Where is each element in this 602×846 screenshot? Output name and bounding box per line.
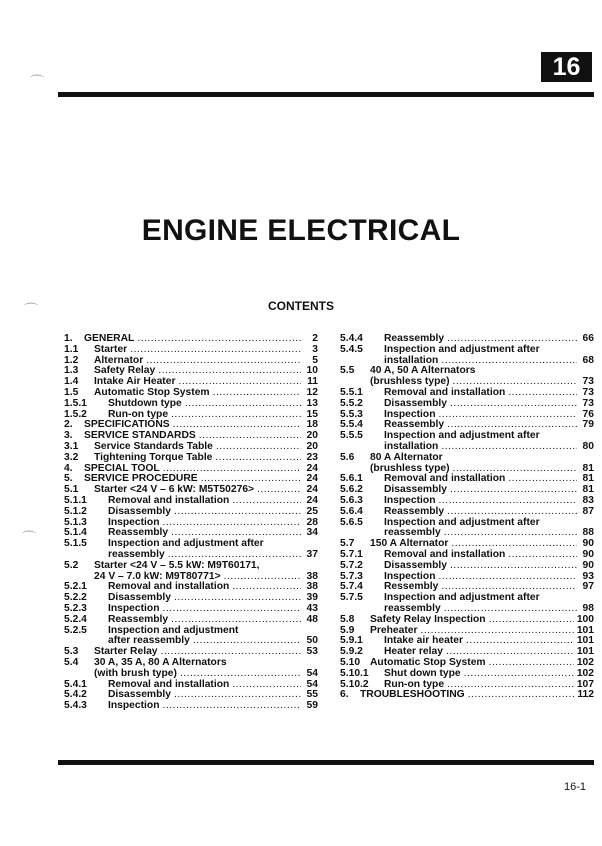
toc-entry-title: installation <box>384 354 439 366</box>
toc-entry-number: 5.4.4 <box>340 333 363 344</box>
toc-leader-dots <box>174 690 301 701</box>
toc-leader-dots <box>439 410 578 421</box>
toc-leader-dots <box>146 356 301 367</box>
toc-entry-title: Alternator <box>94 354 144 366</box>
toc-entry-page: 54 <box>306 678 318 690</box>
toc-entry-title: Removal and installation <box>384 386 506 398</box>
toc-entry-number: 4. <box>64 462 73 474</box>
toc-entry-page: 23 <box>306 451 318 463</box>
toc-entry-page: 80 <box>582 440 594 452</box>
toc-entry[interactable] <box>340 626 594 637</box>
toc-entry-page: 66 <box>582 333 594 344</box>
toc-entry-number: 5.9.2 <box>340 646 363 658</box>
toc-entry-number: 1.5.2 <box>64 408 87 420</box>
toc-entry-number: 5.6.2 <box>340 484 363 496</box>
toc-leader-dots <box>450 561 577 572</box>
toc-entry-title: Disassembly <box>108 689 171 701</box>
toc-entry[interactable] <box>64 507 318 518</box>
toc-entry-title: Removal and installation <box>384 473 506 485</box>
toc-entry-title: Inspection <box>384 570 436 582</box>
toc-entry-title: Run-on type <box>108 408 169 420</box>
toc-entry-page: 98 <box>582 602 594 614</box>
top-rule <box>58 92 594 97</box>
toc-entry-title: Disassembly <box>384 559 447 571</box>
toc-entry-title: after reassembly <box>108 635 190 647</box>
toc-entry-number: 5.9 <box>340 624 355 636</box>
toc-entry-page: 43 <box>306 602 318 614</box>
toc-entry-page: 50 <box>306 635 318 647</box>
toc-entry-title: SPECIAL TOOL <box>84 462 160 474</box>
toc-entry-number: 5.1.2 <box>64 505 87 517</box>
toc-leader-dots <box>439 572 578 583</box>
toc-entry-title: Safety Relay Inspection <box>370 613 486 625</box>
toc-leader-dots <box>180 669 301 680</box>
toc-entry-number: 1.5.1 <box>64 397 87 409</box>
toc-entry[interactable] <box>340 507 594 518</box>
toc-entry-title: installation <box>384 440 439 452</box>
toc-entry[interactable] <box>340 388 594 399</box>
toc-entry-number: 1. <box>64 333 73 344</box>
toc-entry-title: Starter <box>94 343 128 355</box>
toc-entry-number: 5.7.5 <box>340 592 363 604</box>
scan-mark-icon: ⌒ <box>24 302 38 318</box>
toc-entry-number: 1.3 <box>64 365 79 377</box>
toc-entry-page: 93 <box>582 570 594 582</box>
toc-entry-title: Preheater <box>370 624 418 636</box>
toc-entry-title: Reassembly <box>108 613 169 625</box>
toc-entry-page: 28 <box>306 516 318 528</box>
toc-leader-dots <box>216 442 301 453</box>
toc-entry[interactable] <box>64 453 318 464</box>
toc-entry-title: Inspection and adjustment after <box>384 516 540 528</box>
toc-entry-title: SPECIFICATIONS <box>84 419 170 431</box>
toc-entry-number: 5.7.1 <box>340 548 363 560</box>
toc-entry-number: 1.5 <box>64 386 79 398</box>
toc-entry-title: GENERAL <box>84 333 135 344</box>
toc-entry-number: 2. <box>64 419 73 431</box>
toc-entry-page: 55 <box>306 689 318 701</box>
toc-entry[interactable] <box>64 615 318 626</box>
toc-leader-dots <box>130 345 301 356</box>
toc-entry[interactable] <box>64 539 318 550</box>
toc-entry-number: 3. <box>64 430 73 442</box>
toc-entry-number: 5.3 <box>64 646 79 658</box>
toc-entry-title: Inspection and adjustment after <box>384 430 540 442</box>
toc-entry-number: 1.4 <box>64 376 79 388</box>
toc-entry[interactable] <box>64 680 318 691</box>
toc-entry[interactable] <box>340 615 594 626</box>
toc-entry-title: Inspection and adjustment after <box>384 592 540 604</box>
toc-entry-number: 5.1.5 <box>64 538 87 550</box>
toc-entry-page: 10 <box>306 365 318 377</box>
toc-leader-dots <box>232 680 301 691</box>
toc-entry-title: Removal and installation <box>108 678 230 690</box>
toc-entry-page: 15 <box>306 408 318 420</box>
toc-entry[interactable] <box>64 561 318 572</box>
toc-entry-number: 5.2.3 <box>64 602 87 614</box>
toc-entry[interactable] <box>340 550 594 561</box>
toc-entry-page: 68 <box>582 354 594 366</box>
toc-entry-number: 5.4.1 <box>64 678 87 690</box>
toc-entry-page: 87 <box>582 505 594 517</box>
toc-entry-title: Disassembly <box>384 484 447 496</box>
toc-entry-page: 81 <box>582 462 594 474</box>
toc-entry-number: 3.1 <box>64 440 79 452</box>
toc-entry-page: 90 <box>582 559 594 571</box>
toc-entry-page: 5 <box>312 354 318 366</box>
toc-entry-title: Starter Relay <box>94 646 158 658</box>
toc-entry-title: Automatic Stop System <box>94 386 210 398</box>
toc-entry-title: Starter <24 V – 6 kW: M5T50276> <box>94 484 255 496</box>
toc-entry-title: Inspection and adjustment <box>108 624 239 636</box>
toc-entry-page: 38 <box>306 581 318 593</box>
toc-entry-title: 150 A Alternator <box>370 538 449 550</box>
toc-entry-page: 83 <box>582 494 594 506</box>
toc-entry-number: 5.5.5 <box>340 430 363 442</box>
toc-entry-title: (brushless type) <box>370 462 450 474</box>
toc-entry-title: 40 A, 50 A Alternators <box>370 365 476 377</box>
toc-entry-number: 5.4.2 <box>64 689 87 701</box>
toc-entry-page: 48 <box>306 613 318 625</box>
toc-entry[interactable] <box>340 474 594 485</box>
toc-entry-title: (brushless type) <box>370 376 450 388</box>
toc-left-column <box>64 334 318 712</box>
toc-leader-dots <box>163 604 302 615</box>
toc-leader-dots <box>489 658 574 669</box>
toc-entry-page: 2 <box>312 333 318 344</box>
toc-entry[interactable] <box>64 669 318 680</box>
toc-entry-number: 5.9.1 <box>340 635 363 647</box>
toc-entry-number: 5.6.1 <box>340 473 363 485</box>
toc-entry-page: 101 <box>576 635 594 647</box>
toc-entry-page: 59 <box>306 700 318 712</box>
toc-entry-title: Service Standards Table <box>94 440 213 452</box>
toc-entry-title: Automatic Stop System <box>370 656 486 668</box>
footer-page-number: 16-1 <box>563 781 586 793</box>
toc-leader-dots <box>163 518 302 529</box>
toc-entry-title: TROUBLESHOOTING <box>360 689 465 701</box>
toc-leader-dots <box>257 485 301 496</box>
toc-entry-title: SERVICE PROCEDURE <box>84 473 198 485</box>
toc-entry-page: 107 <box>576 678 594 690</box>
toc-entry-number: 5.7 <box>340 538 355 550</box>
toc-entry-title: Inspection <box>108 516 160 528</box>
toc-entry-title: Removal and installation <box>384 548 506 560</box>
toc-entry-title: Reassembly <box>384 419 445 431</box>
toc-entry-number: 5.10.2 <box>340 678 369 690</box>
toc-entry[interactable] <box>64 690 318 701</box>
toc-entry-title: reassembly <box>384 527 441 539</box>
toc-entry[interactable] <box>64 626 318 637</box>
toc-entry-page: 73 <box>582 397 594 409</box>
toc-entry[interactable] <box>340 431 594 442</box>
toc-entry-number: 5.2 <box>64 559 79 571</box>
toc-entry-page: 101 <box>576 646 594 658</box>
toc-leader-dots <box>489 615 574 626</box>
toc-entry[interactable] <box>64 701 318 712</box>
toc-entry-number: 5.5.2 <box>340 397 363 409</box>
toc-entry-title: Disassembly <box>108 592 171 604</box>
toc-leader-dots <box>447 680 574 691</box>
toc-entry-page: 76 <box>582 408 594 420</box>
toc-entry-title: Inspection <box>108 602 160 614</box>
toc-entry-page: 12 <box>306 386 318 398</box>
toc-entry-number: 5.6.3 <box>340 494 363 506</box>
toc-entry[interactable] <box>340 399 594 410</box>
toc-entry-title: Removal and installation <box>108 494 230 506</box>
toc-entry-page: 13 <box>306 397 318 409</box>
toc-entry-number: 5.2.5 <box>64 624 87 636</box>
toc-entry-number: 5.7.2 <box>340 559 363 571</box>
toc-entry-title: Inspection and adjustment after <box>384 343 540 355</box>
toc-leader-dots <box>137 334 301 345</box>
toc-entry-page: 102 <box>576 656 594 668</box>
toc-entry[interactable] <box>64 345 318 356</box>
toc-entry-number: 5.6 <box>340 451 355 463</box>
toc-entry-page: 11 <box>307 376 318 388</box>
toc-entry-title: Disassembly <box>108 505 171 517</box>
toc-entry-page: 102 <box>576 667 594 679</box>
toc-entry-title: Inspection <box>384 408 436 420</box>
toc-leader-dots <box>171 410 301 421</box>
toc-entry-number: 5.4 <box>64 656 79 668</box>
toc-entry[interactable] <box>340 636 594 647</box>
toc-leader-dots <box>163 701 302 712</box>
toc-entry-number: 5. <box>64 473 73 485</box>
toc-entry-page: 88 <box>582 527 594 539</box>
toc-leader-dots <box>185 399 301 410</box>
toc-entry-page: 90 <box>582 538 594 550</box>
toc-entry-number: 5.2.2 <box>64 592 87 604</box>
toc-entry-title: Safety Relay <box>94 365 156 377</box>
toc-entry-title: Inspection <box>384 494 436 506</box>
toc-entry-number: 5.1 <box>64 484 79 496</box>
toc-leader-dots <box>439 496 578 507</box>
toc-leader-dots <box>444 528 577 539</box>
toc-entry-number: 5.5.3 <box>340 408 363 420</box>
toc-entry-page: 18 <box>306 419 318 431</box>
toc-entry[interactable] <box>340 345 594 356</box>
toc-leader-dots <box>450 485 577 496</box>
toc-leader-dots <box>508 388 577 399</box>
toc-entry[interactable] <box>64 582 318 593</box>
toc-entry-number: 5.6.5 <box>340 516 363 528</box>
toc-entry-title: 30 A, 35 A, 80 A Alternators <box>94 656 227 668</box>
toc-leader-dots <box>158 366 301 377</box>
toc-leader-dots <box>199 431 301 442</box>
toc-entry-title: Disassembly <box>384 397 447 409</box>
toc-entry-title: Ressembly <box>384 581 439 593</box>
toc-leader-dots <box>447 507 577 518</box>
toc-entry-number: 5.1.3 <box>64 516 87 528</box>
toc-entry-number: 5.7.3 <box>340 570 363 582</box>
toc-entry[interactable] <box>340 453 594 464</box>
toc-entry-number: 5.1.1 <box>64 494 87 506</box>
toc-entry-page: 112 <box>577 689 594 701</box>
toc-entry-page: 34 <box>306 527 318 539</box>
toc-entry[interactable] <box>64 518 318 529</box>
toc-entry-number: 5.10.1 <box>340 667 369 679</box>
toc-entry-title: Reassembly <box>108 527 169 539</box>
toc-leader-dots <box>508 474 577 485</box>
toc-entry-page: 73 <box>582 386 594 398</box>
toc-entry-title: Inspection and adjustment after <box>108 538 264 550</box>
section-tab: 16 <box>541 52 592 82</box>
contents-heading: CONTENTS <box>268 299 334 313</box>
toc-entry-number: 5.5.4 <box>340 419 363 431</box>
toc-entry[interactable] <box>340 561 594 572</box>
toc-entry-title: Tightening Torque Table <box>94 451 213 463</box>
toc-entry[interactable] <box>340 669 594 680</box>
toc-entry-title: (with brush type) <box>94 667 177 679</box>
toc-entry-page: 38 <box>306 570 318 582</box>
toc-leader-dots <box>468 690 575 701</box>
toc-entry-number: 3.2 <box>64 451 79 463</box>
toc-entry-page: 73 <box>582 376 594 388</box>
toc-leader-dots <box>441 442 577 453</box>
toc-entry-title: reassembly <box>108 548 165 560</box>
toc-entry-page: 24 <box>306 484 318 496</box>
toc-entry[interactable] <box>64 593 318 604</box>
toc-entry-number <box>64 669 94 680</box>
toc-leader-dots <box>508 550 577 561</box>
toc-entry-title: Inspection <box>108 700 160 712</box>
scan-mark-icon: ⌒ <box>30 74 44 90</box>
toc-leader-dots <box>171 615 301 626</box>
toc-entry-title: Heater relay <box>384 646 443 658</box>
toc-entry-page: 20 <box>306 430 318 442</box>
toc-entry-title: Removal and installation <box>108 581 230 593</box>
toc-leader-dots <box>232 496 301 507</box>
toc-entry[interactable] <box>64 496 318 507</box>
toc-entry-number: 5.6.4 <box>340 505 363 517</box>
toc-entry-title: 80 A Alternator <box>370 451 443 463</box>
toc-entry-title: Reassembly <box>384 505 445 517</box>
toc-entry-title: Shutdown type <box>108 397 182 409</box>
toc-entry-number: 5.5.1 <box>340 386 363 398</box>
toc-entry-number: 5.2.1 <box>64 581 87 593</box>
toc-entry[interactable] <box>340 410 594 421</box>
toc-leader-dots <box>450 399 577 410</box>
toc-entry-page: 90 <box>582 548 594 560</box>
toc-entry-number: 1.1 <box>64 343 79 355</box>
toc-entry-page: 100 <box>576 613 594 625</box>
toc-entry-title: Shut down type <box>384 667 461 679</box>
page-title: ENGINE ELECTRICAL <box>141 214 461 247</box>
toc-entry-page: 79 <box>582 419 594 431</box>
toc-entry-page: 25 <box>306 505 318 517</box>
toc-entry-title: SERVICE STANDARDS <box>84 430 196 442</box>
toc-entry-page: 54 <box>306 667 318 679</box>
toc-entry-number: 5.7.4 <box>340 581 363 593</box>
toc-entry-page: 81 <box>582 484 594 496</box>
toc-entry-title: Intake air heater <box>384 635 463 647</box>
toc-entry-page: 101 <box>576 624 594 636</box>
toc-entry-number: 5.10 <box>340 656 361 668</box>
toc-entry[interactable] <box>64 399 318 410</box>
toc-entry-page: 24 <box>306 473 318 485</box>
toc-entry-page: 24 <box>306 462 318 474</box>
toc-entry[interactable] <box>64 604 318 615</box>
scan-mark-icon: ⌒ <box>22 530 36 546</box>
toc-entry-page: 97 <box>582 581 594 593</box>
bottom-rule <box>58 760 594 765</box>
toc-entry[interactable] <box>340 658 594 669</box>
toc-leader-dots <box>193 636 301 647</box>
toc-entry[interactable] <box>340 593 594 604</box>
toc-entry-number: 1.2 <box>64 354 79 366</box>
toc-entry-page: 53 <box>306 646 318 658</box>
toc-entry-number: 5.4.3 <box>64 700 87 712</box>
toc-entry[interactable] <box>340 518 594 529</box>
toc-entry-page: 3 <box>312 343 318 355</box>
toc-entry-title: reassembly <box>384 602 441 614</box>
toc-leader-dots <box>174 593 301 604</box>
toc-leader-dots <box>466 636 574 647</box>
toc-entry-title: Intake Air Heater <box>94 376 176 388</box>
toc-entry-number: 5.1.4 <box>64 527 87 539</box>
toc-entry-title: Reassembly <box>384 333 445 344</box>
toc-leader-dots <box>174 507 301 518</box>
toc-entry-page: 20 <box>306 440 318 452</box>
toc-entry-title: Run-on type <box>384 678 445 690</box>
toc-entry[interactable] <box>340 485 594 496</box>
toc-entry-number: 5.5 <box>340 365 355 377</box>
toc-leader-dots <box>464 669 574 680</box>
toc-entry[interactable] <box>340 572 594 583</box>
toc-leader-dots <box>213 388 301 399</box>
toc-entry-title: 24 V – 7.0 kW: M9T80771> <box>94 570 221 582</box>
toc-entry[interactable] <box>64 388 318 399</box>
toc-entry-page: 81 <box>582 473 594 485</box>
toc-entry-page: 37 <box>306 548 318 560</box>
toc-entry-number: 5.8 <box>340 613 355 625</box>
toc-leader-dots <box>224 572 301 583</box>
toc-right-column <box>340 334 594 701</box>
toc-entry-title: Starter <24 V – 5.5 kW: M9T60171, <box>94 559 260 571</box>
toc-entry[interactable] <box>340 690 594 701</box>
toc-entry-page: 39 <box>306 592 318 604</box>
toc-entry-number: 5.2.4 <box>64 613 87 625</box>
toc-entry-page: 24 <box>306 494 318 506</box>
toc-entry[interactable] <box>340 496 594 507</box>
toc-entry-number: 6. <box>340 689 349 701</box>
toc-leader-dots <box>232 582 301 593</box>
toc-leader-dots <box>215 453 301 464</box>
toc-entry-number: 5.4.5 <box>340 343 363 355</box>
